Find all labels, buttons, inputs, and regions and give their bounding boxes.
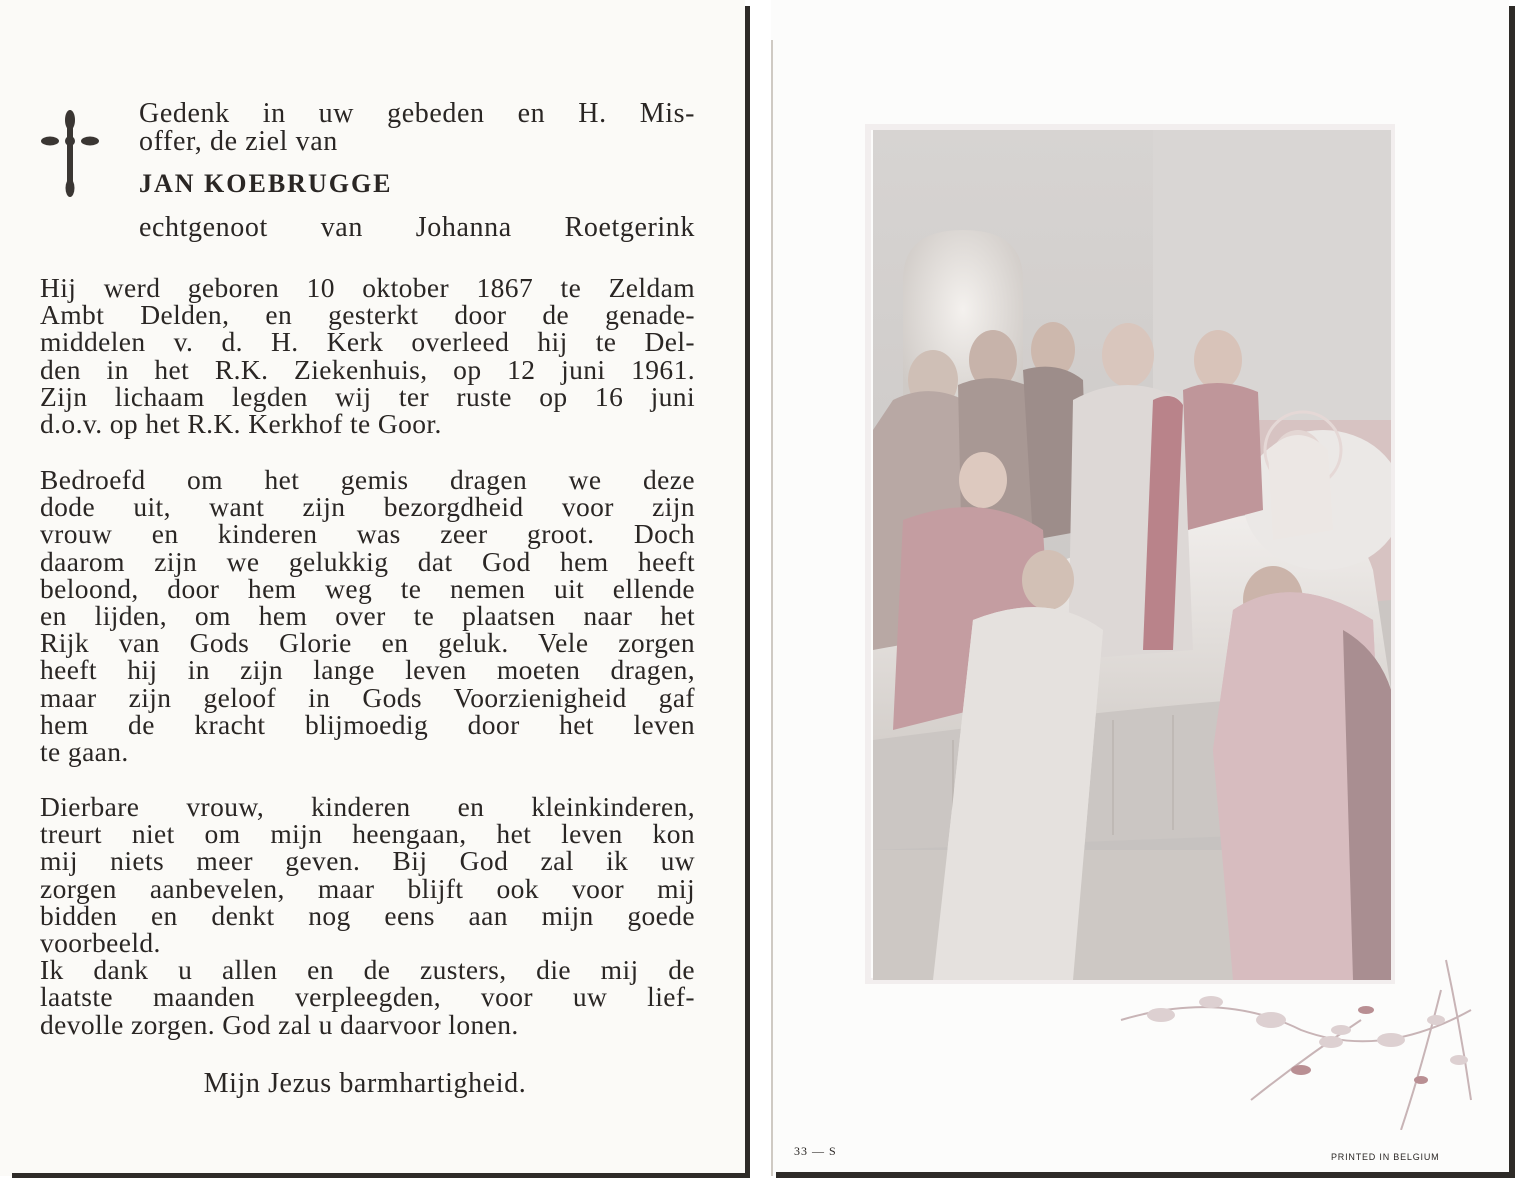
text-line: middelen v. d. H. Kerk overleed hij te Del- xyxy=(40,326,695,358)
text-line: Ambt Delden, en gesterkt door de genade- xyxy=(40,299,695,331)
printed-in-label: PRINTED IN BELGIUM xyxy=(1331,1152,1440,1162)
text-line: maar zijn geloof in Gods Voorzienigheid gaf xyxy=(40,681,695,713)
memorial-card-picture-side xyxy=(771,0,1509,1176)
text-line: voorbeeld. xyxy=(40,927,161,959)
biography-paragraph xyxy=(40,272,695,440)
text-line: vrouw en kinderen was zeer groot. Doch xyxy=(40,518,695,550)
dedication-header xyxy=(139,100,695,242)
deathbed-scene-illustration xyxy=(873,130,1391,980)
flower-branch-ornament xyxy=(1101,950,1491,1130)
text-line: Zijn lichaam legden wij ter ruste op 16 juni xyxy=(40,380,695,412)
card-shadow-edge xyxy=(1509,6,1515,1178)
card-shadow-edge xyxy=(745,6,750,1178)
card-shadow-edge xyxy=(776,1172,1515,1178)
card-shadow-edge xyxy=(771,40,773,1176)
latin-cross-icon xyxy=(40,108,100,198)
card-shadow-edge xyxy=(12,1173,750,1178)
deceased-name: JAN KOEBRUGGE xyxy=(139,169,393,198)
text-line: heeft hij in zijn lange leven moeten dragen, xyxy=(40,654,695,686)
text-line: en lijden, om hem over te plaatsen naar het xyxy=(40,600,695,632)
text-line: laatste maanden verpleegden, voor uw lief- xyxy=(40,981,695,1013)
dedication-line: Gedenk in uw gebeden en H. Mis- xyxy=(139,98,695,129)
text-line: devolle zorgen. God zal u daarvoor lonen. xyxy=(40,1008,519,1040)
text-line: daarom zijn we gelukkig dat God hem heeft xyxy=(40,545,695,577)
text-line: beloond, door hem weg te nemen uit ellende xyxy=(40,572,695,604)
text-line: Ik dank u allen en de zusters, die mij de xyxy=(40,954,695,986)
text-line: Rijk van Gods Glorie en geluk. Vele zorgen xyxy=(40,627,695,659)
dedication-line: offer, de ziel van xyxy=(139,126,338,157)
text-line: Hij werd geboren 10 oktober 1867 te Zeldam xyxy=(40,272,695,303)
text-line: mij niets meer geven. Bij God zal ik uw xyxy=(40,845,695,877)
text-line: te gaan. xyxy=(40,736,129,768)
memorial-card-text-side xyxy=(0,0,745,1176)
card-code: 33 — S xyxy=(794,1144,837,1158)
text-line: dode uit, want zijn bezorgdheid voor zijn xyxy=(40,491,695,523)
closing-prayer: Mijn Jezus barmhartigheid. xyxy=(203,1068,527,1099)
text-line: d.o.v. op het R.K. Kerkhof te Goor. xyxy=(40,408,442,440)
text-line: zorgen aanbevelen, maar blijft ook voor mij xyxy=(40,872,695,904)
spouse-line: echtgenoot van Johanna Roetgerink xyxy=(139,212,695,243)
text-line: hem de kracht blijmoedig door het leven xyxy=(40,708,695,740)
text-line: den in het R.K. Ziekenhuis, op 12 juni 1961. xyxy=(40,353,695,385)
tribute-paragraph xyxy=(40,464,695,768)
text-line: bidden en denkt nog eens aan mijn goede xyxy=(40,899,695,931)
text-line: treurt niet om mijn heengaan, het leven kon xyxy=(40,818,695,850)
text-line: Bedroefd om het gemis dragen we deze xyxy=(40,464,695,495)
farewell-paragraph xyxy=(40,793,695,1038)
text-line: Dierbare vrouw, kinderen en kleinkinderen, xyxy=(40,791,695,822)
